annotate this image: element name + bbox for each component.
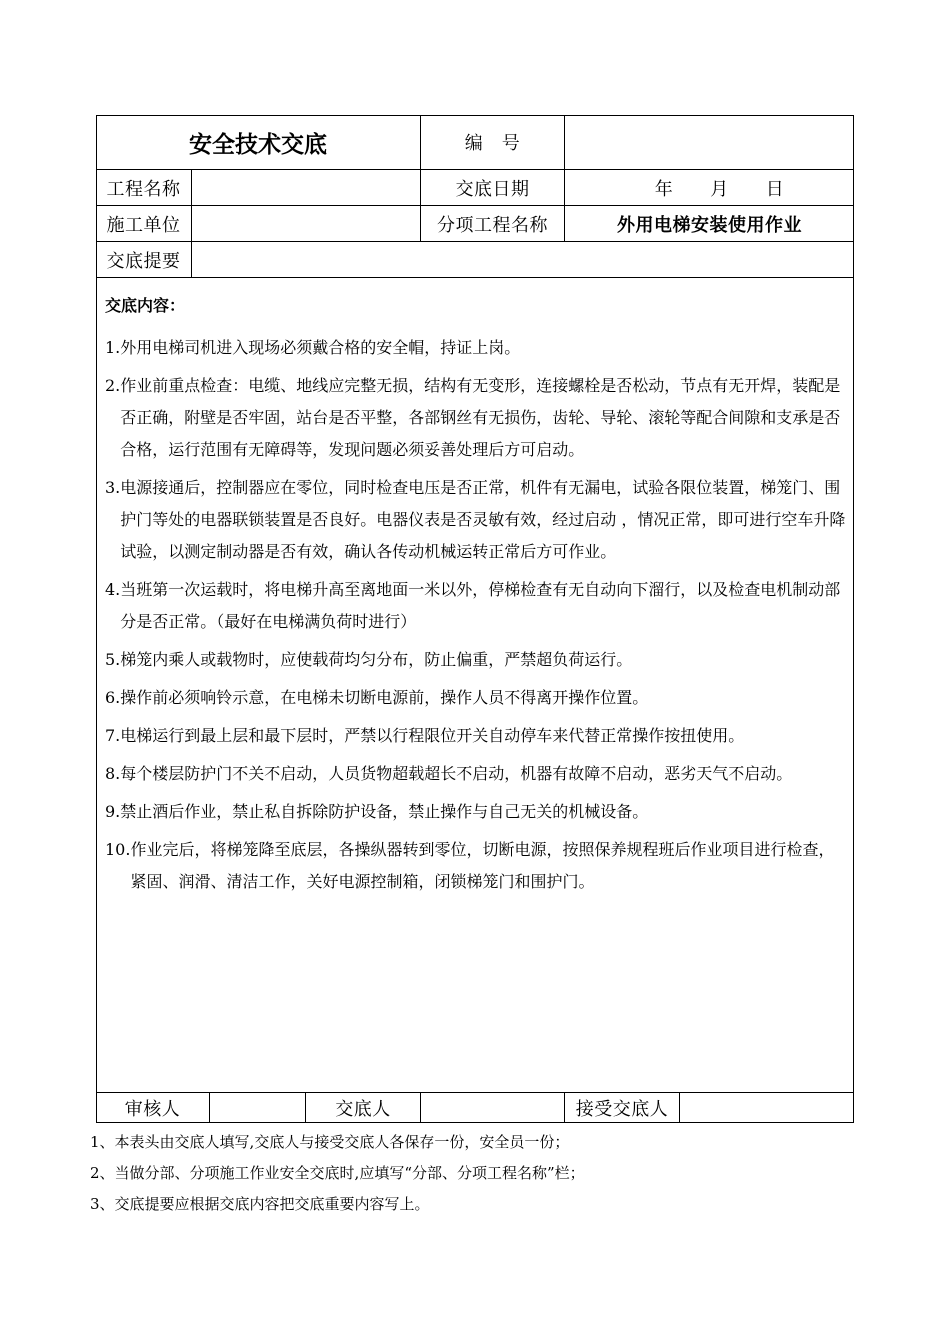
number-label: 编 号 bbox=[464, 133, 521, 154]
item-text: 电梯运行到最上层和最下层时，严禁以行程限位开关自动停车来代替正常操作按扭使用。 bbox=[120, 726, 745, 745]
number-field[interactable] bbox=[565, 115, 854, 169]
item-text: 每个楼层防护门不关不启动，人员货物超载超长不启动，机器有故障不启动，恶劣天气不启动。 bbox=[120, 764, 793, 783]
row-divider bbox=[96, 277, 854, 278]
receiver-field[interactable] bbox=[680, 1093, 854, 1123]
item-number: 4. bbox=[105, 580, 121, 599]
list-item bbox=[105, 574, 850, 638]
subproject-field[interactable]: 外用电梯安装使用作业 bbox=[617, 214, 802, 236]
footnote: 1、本表头由交底人填写,交底人与接受交底人各保存一份，安全员一份； bbox=[90, 1133, 570, 1151]
item-number: 3. bbox=[105, 478, 121, 497]
list-item bbox=[105, 682, 850, 714]
list-item bbox=[105, 796, 850, 828]
item-number: 5. bbox=[105, 650, 121, 669]
item-number: 1. bbox=[105, 338, 121, 357]
item-number: 2. bbox=[105, 376, 121, 395]
list-item bbox=[105, 720, 850, 752]
subproject-label: 分项工程名称 bbox=[437, 214, 548, 236]
item-text: 梯笼内乘人或载物时，应使载荷均匀分布，防止偏重，严禁超负荷运行。 bbox=[120, 650, 633, 669]
item-number: 7. bbox=[105, 726, 121, 745]
item-number: 6. bbox=[105, 688, 121, 707]
project-name-label: 工程名称 bbox=[106, 178, 181, 200]
item-text: 作业前重点检查：电缆、地线应完整无损，结构有无变形，连接螺栓是否松动，节点有无开焊，装配是否正确，附壁是否牢固，站台是否平整，各部钢丝有无损伤，齿轮、导轮、滚轮等配合间隙和支承是否合格，运行范围有无障碍等，发现问题必须妥善处理后方可启动。 bbox=[120, 376, 841, 459]
footnotes bbox=[90, 1127, 585, 1220]
project-name-field[interactable] bbox=[192, 170, 420, 205]
item-text: 作业完后，将梯笼降至底层，各操纵器转到零位，切断电源，按照保养规程班后作业项目进行检查，紧固、润滑、清洁工作，关好电源控制箱，闭锁梯笼门和围护门。 bbox=[130, 840, 835, 891]
list-item bbox=[105, 834, 850, 898]
content-heading: 交底内容： bbox=[105, 296, 186, 315]
summary-field[interactable] bbox=[192, 242, 854, 277]
date-label: 交底日期 bbox=[455, 178, 530, 200]
date-field[interactable]: 年 月 日 bbox=[654, 178, 785, 200]
list-item bbox=[105, 332, 850, 364]
footnote: 2、当做分部、分项施工作业安全交底时,应填写“分部、分项工程名称”栏； bbox=[90, 1164, 585, 1182]
presenter-field[interactable] bbox=[421, 1093, 564, 1123]
reviewer-label: 审核人 bbox=[124, 1099, 181, 1120]
summary-label: 交底提要 bbox=[106, 250, 181, 272]
item-text: 当班第一次运载时，将电梯升高至离地面一米以外，停梯检查有无自动向下溜行，以及检查电机制动部分是否正常。（最好在电梯满负荷时进行） bbox=[120, 580, 841, 631]
list-item bbox=[105, 370, 850, 466]
list-item bbox=[105, 472, 850, 568]
disclosure-content bbox=[105, 290, 850, 904]
presenter-label: 交底人 bbox=[335, 1099, 391, 1120]
item-text: 禁止酒后作业，禁止私自拆除防护设备，禁止操作与自己无关的机械设备。 bbox=[120, 802, 649, 821]
item-number: 9. bbox=[105, 802, 121, 821]
item-text: 电源接通后，控制器应在零位，同时检查电压是否正常，机件有无漏电，试验各限位装置，梯笼门、围护门等处的电器联锁装置是否良好。电器仪表是否灵敏有效，经过启动 ，情况正常，即可进行空车升降试验，以测定制动器是否有效，确认各传动机械运转正常后方可作业。 bbox=[120, 478, 846, 561]
item-number: 10. bbox=[105, 840, 131, 859]
form-title: 安全技术交底 bbox=[189, 130, 327, 158]
list-item bbox=[105, 644, 850, 676]
list-item bbox=[105, 758, 850, 790]
footnote: 3、交底提要应根据交底内容把交底重要内容写上。 bbox=[90, 1195, 430, 1213]
construction-unit-field[interactable] bbox=[192, 206, 420, 241]
item-text: 操作前必须响铃示意，在电梯未切断电源前，操作人员不得离开操作位置。 bbox=[120, 688, 649, 707]
construction-unit-label: 施工单位 bbox=[106, 214, 181, 236]
reviewer-field[interactable] bbox=[210, 1093, 305, 1123]
receiver-label: 接受交底人 bbox=[575, 1099, 669, 1120]
item-text: 外用电梯司机进入现场必须戴合格的安全帽，持证上岗。 bbox=[120, 338, 521, 357]
item-number: 8. bbox=[105, 764, 121, 783]
